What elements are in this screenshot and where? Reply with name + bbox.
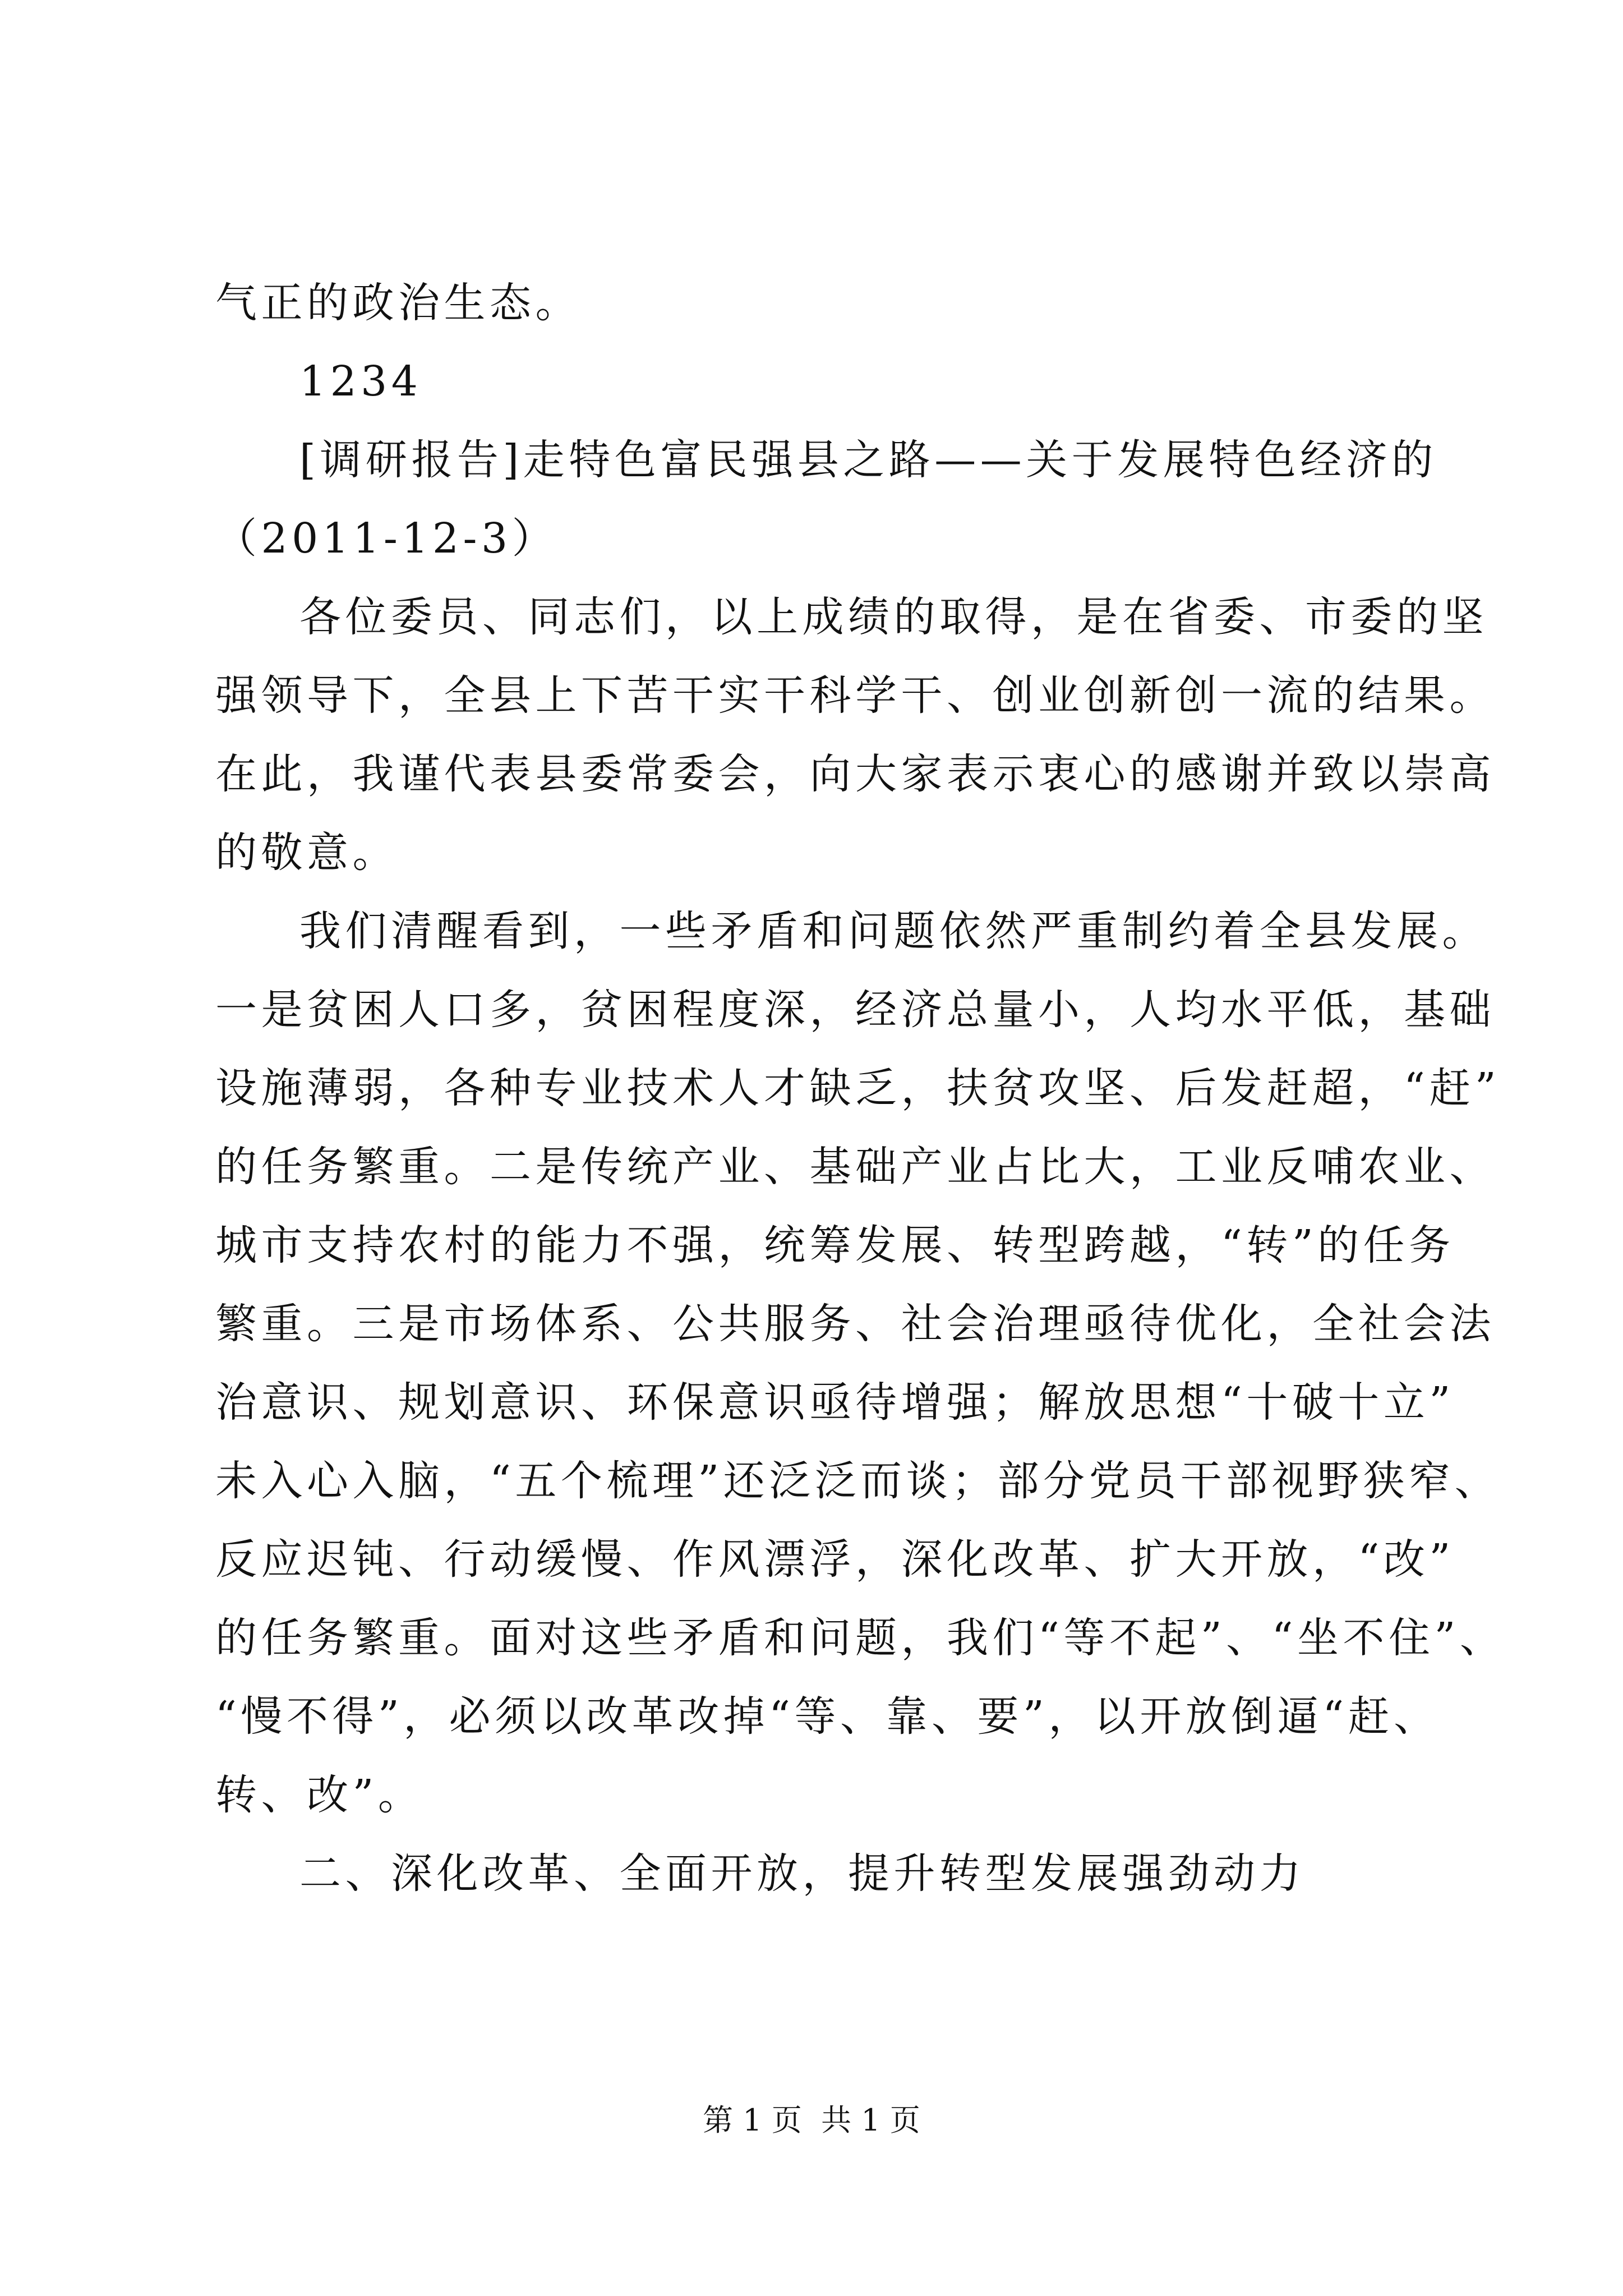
- text-line: 未入心入脑，“五个梳理”还泛泛而谈；部分党员干部视野狭窄、: [215, 1457, 1501, 1505]
- text-line: 的任务繁重。面对这些矛盾和问题，我们“等不起”、“坐不住”、: [215, 1614, 1506, 1662]
- text-line: 反应迟钝、行动缓慢、作风漂浮，深化改革、扩大开放，“改”: [215, 1535, 1455, 1584]
- document-body: [215, 264, 1506, 1913]
- text-line: 各位委员、同志们，以上成绩的取得，是在省委、市委的坚: [299, 593, 1488, 641]
- text-line: 设施薄弱，各种专业技术人才缺乏，扶贫攻坚、后发赶超，“赶”: [215, 1064, 1501, 1112]
- text-line: 治意识、规划意识、环保意识亟待增强；解放思想“十破十立”: [215, 1378, 1455, 1427]
- text-line: 强领导下，全县上下苦干实干科学干、创业创新创一流的结果。: [215, 671, 1495, 720]
- text-line: 气正的政治生态。: [215, 279, 581, 327]
- text-line: 一是贫困人口多，贫困程度深，经济总量小，人均水平低，基础: [215, 986, 1495, 1034]
- text-line: 我们清醒看到，一些矛盾和问题依然严重制约着全县发展。: [299, 907, 1488, 955]
- text-line: 的任务繁重。二是传统产业、基础产业占比大，工业反哺农业、: [215, 1143, 1495, 1191]
- text-line: 转、改”。: [215, 1771, 424, 1819]
- page-number-label: 第 1 页 共 1 页: [703, 2102, 920, 2138]
- text-line: （2011-12-3）: [215, 514, 558, 563]
- text-line: 在此，我谨代表县委常委会，向大家表示衷心的感谢并致以崇高: [215, 750, 1495, 798]
- text-line: 1234: [299, 357, 422, 406]
- text-line: 繁重。三是市场体系、公共服务、社会治理亟待优化，全社会法: [215, 1300, 1495, 1348]
- text-line: [调研报告]走特色富民强县之路——关于发展特色经济的: [299, 436, 1437, 484]
- text-line: 的敬意。: [215, 829, 398, 877]
- text-line: 二、深化改革、全面开放，提升转型发展强劲动力: [299, 1849, 1305, 1898]
- page-footer: [0, 2101, 1623, 2140]
- text-line: 城市支持农村的能力不强，统筹发展、转型跨越，“转”的任务: [215, 1221, 1455, 1269]
- text-line: “慢不得”，必须以改革改掉“等、靠、要”，以开放倒逼“赶、: [215, 1692, 1440, 1741]
